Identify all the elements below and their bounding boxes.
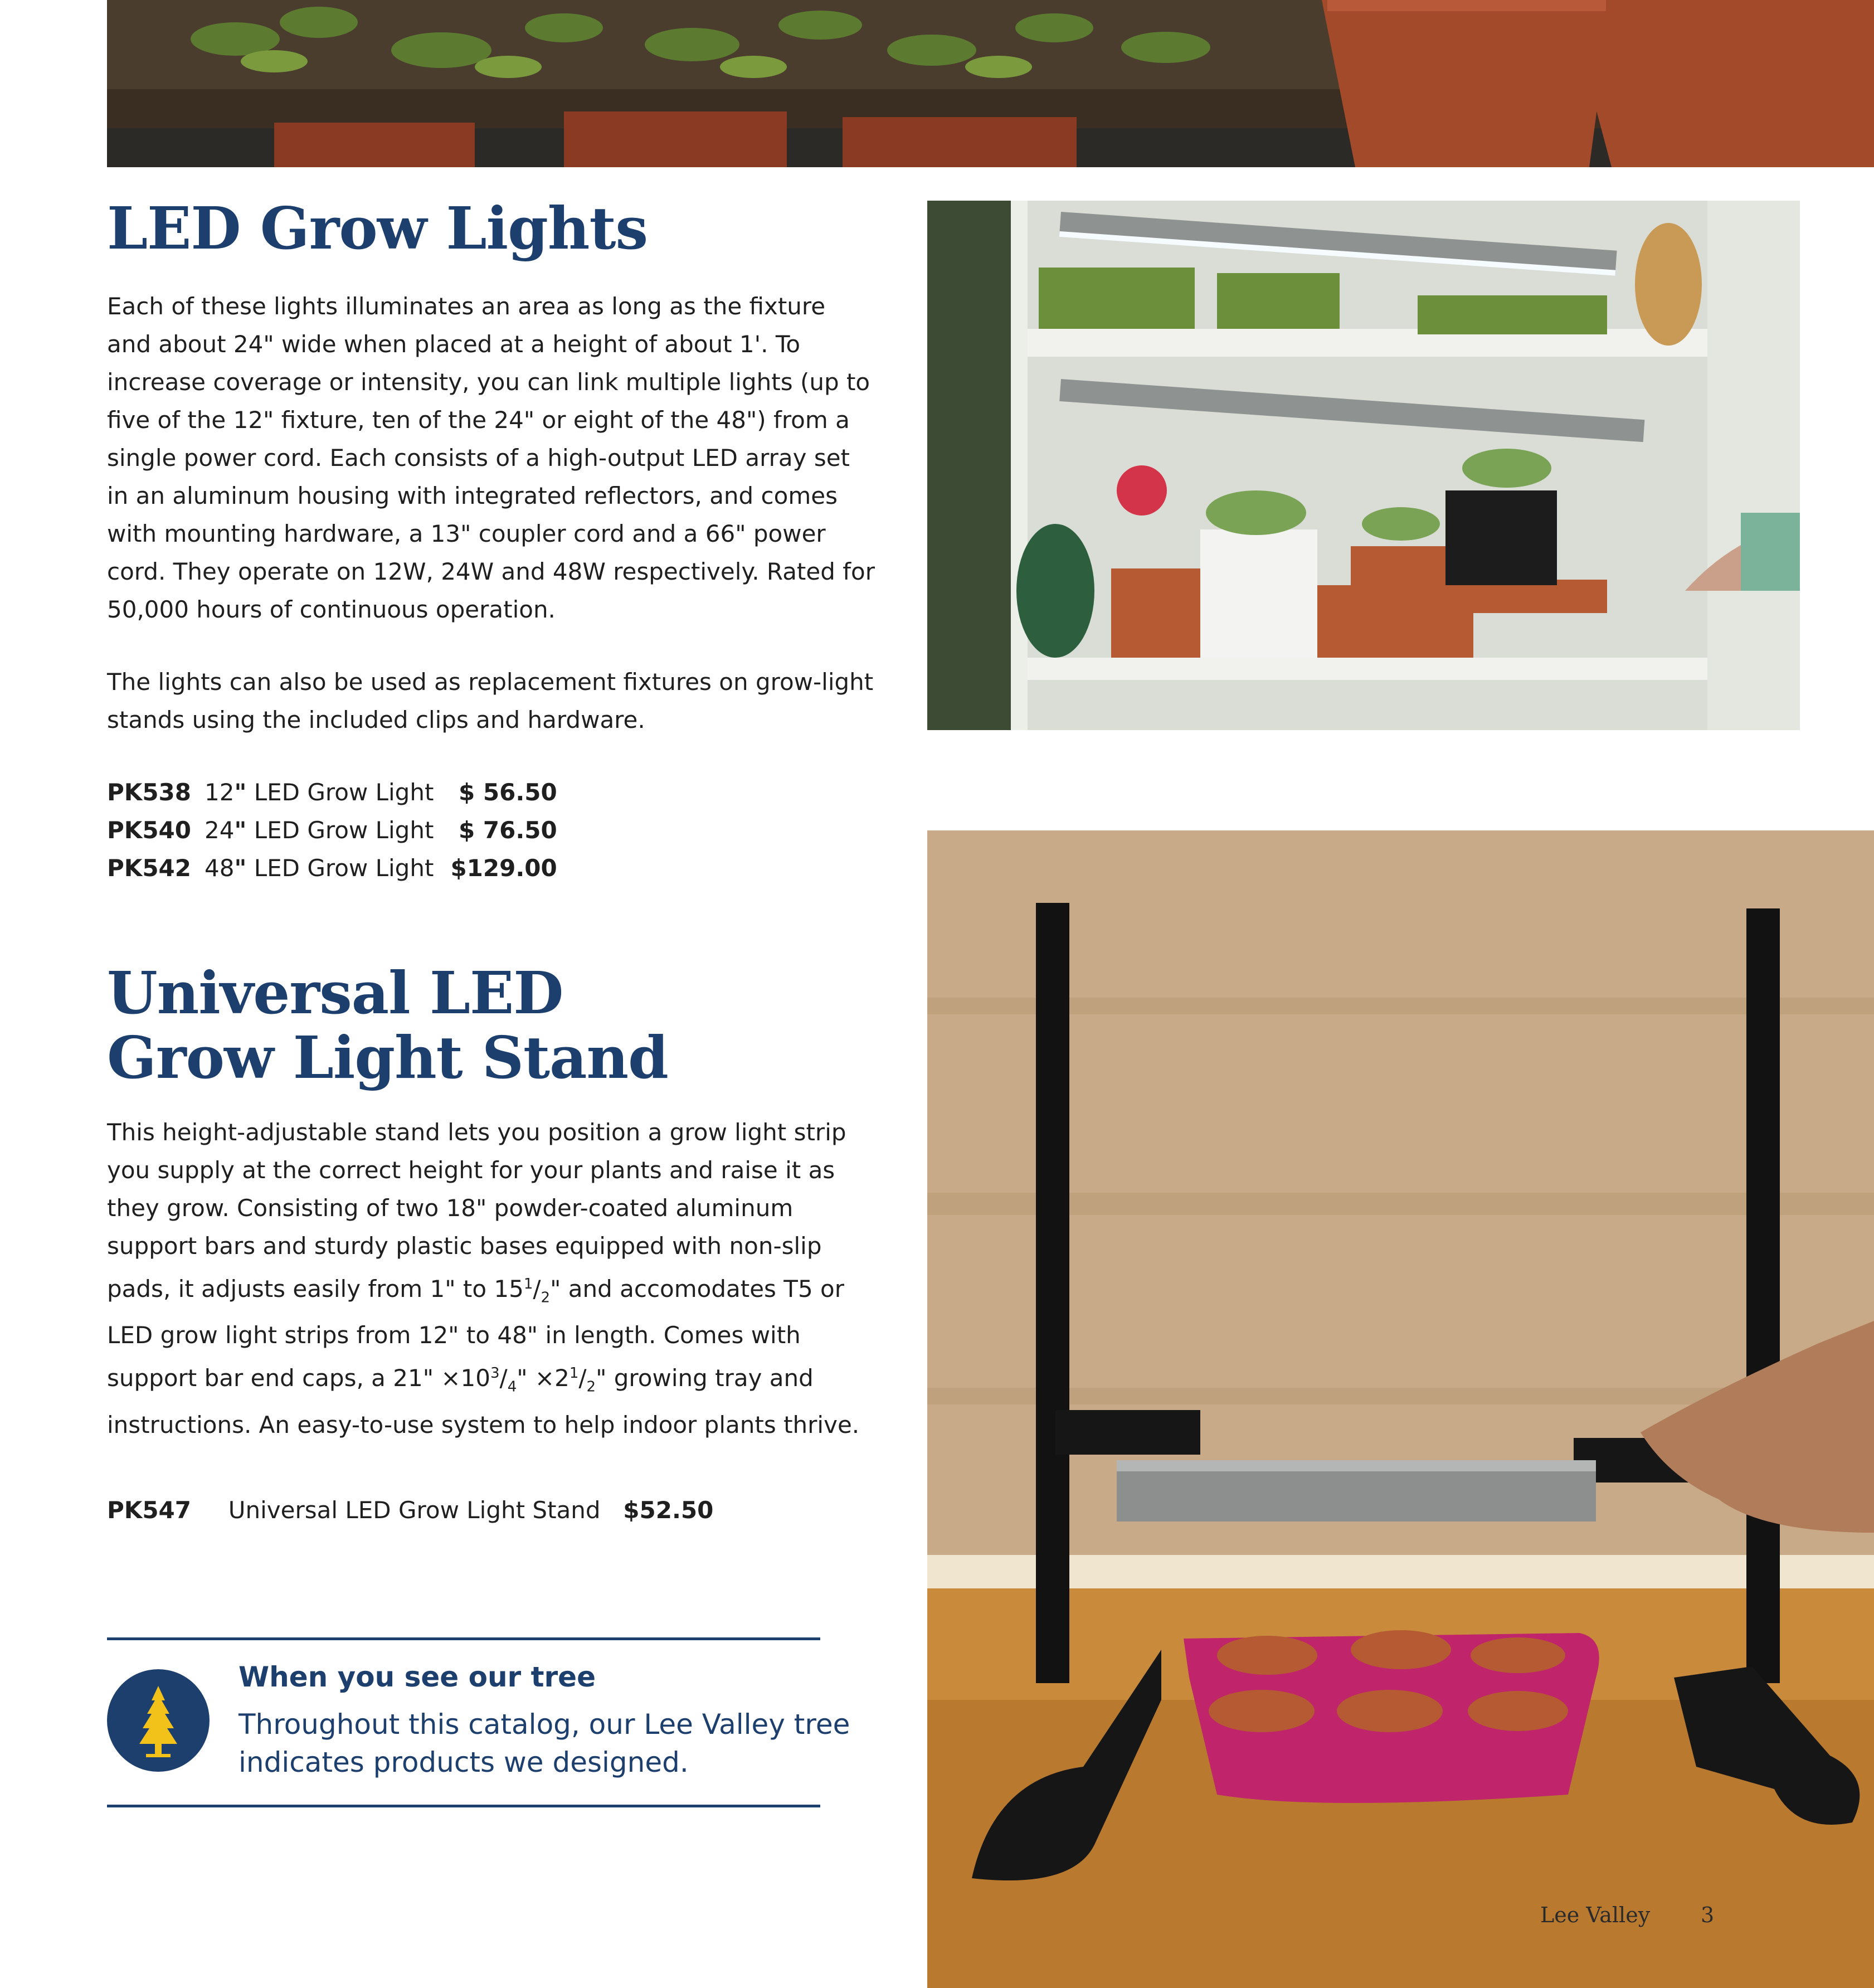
notice-top-rule [107, 1637, 820, 1640]
grow-light-stand-title-line2: Grow Light Stand [107, 1023, 668, 1092]
notice-body: Throughout this catalog, our Lee Valley tree indicates products we designed. [238, 1708, 850, 1778]
sku: PK538 [107, 779, 191, 806]
notice-title: When you see our tree [238, 1661, 596, 1693]
price-row-pk540 [107, 811, 568, 849]
sku: PK542 [107, 854, 191, 882]
top-banner-photo [107, 0, 1874, 167]
sku: PK540 [107, 816, 191, 844]
led-grow-lights-title: LED Grow Lights [107, 194, 648, 263]
price: $52.50 [623, 1496, 714, 1524]
led-grow-lights-shelf-photo [927, 201, 1800, 730]
grow-light-stand-title-line1: Universal LED [107, 959, 563, 1027]
product-name: Universal LED Grow Light Stand [228, 1496, 601, 1524]
led-grow-lights-price-list [107, 774, 568, 887]
price: $ 76.50 [459, 816, 557, 844]
grow-light-stand-photo [927, 830, 1874, 1988]
price-row-pk538 [107, 774, 568, 811]
page-number: 3 [1701, 1903, 1715, 1927]
price-row-pk542 [107, 849, 568, 887]
led-grow-lights-replacement-note: The lights can also be used as replacement fixtures on grow-light stands using the included clips and hardware. [107, 668, 874, 733]
grow-light-stand-description: This height-adjustable stand lets you position a grow light strip you supply at the correct height for your plants and raise it as they grow. Consisting of two 18" powder-coated aluminum support bars and sturdy plastic bases equipped with non-slip pads, it adjusts easily from 1" to $15^1/_2$" and accomodates T5 or LED grow light strips from 12" to 48" in length. Comes with support bar end caps, a 21" $\times 10^3/_4$" $\times 2^1/_2$" growing tray and instructions. An easy-to-use system to help indoor plants thrive. [107, 1119, 860, 1438]
lee-valley-tree-icon [107, 1669, 210, 1772]
notice-bottom-rule [107, 1805, 820, 1807]
product-name: 48" LED Grow Light [205, 854, 434, 882]
footer-brand: Lee Valley [1540, 1903, 1651, 1927]
product-name: 12" LED Grow Light [205, 779, 434, 806]
grow-light-stand-price-row [107, 1491, 713, 1529]
led-grow-lights-description: Each of these lights illuminates an area as long as the fixture and about 24" wide when placed at a height of about 1'. To increase coverage or intensity, you can link multiple lights (up to five of the 12" fixture, ten of the 24" or eight of the 48") from a single power cord. Each consists of a high-output LED array set in an aluminum housing with integrated reflectors, and comes with mounting hardware, a 13" coupler cord and a 66" power cord. They operate on 12W, 24W and 48W respectively. Rated for 50,000 hours of continuous operation. [107, 293, 875, 623]
price: $129.00 [450, 854, 557, 882]
product-name: 24" LED Grow Light [205, 816, 434, 844]
grow-light-stand-title [107, 961, 668, 1090]
sku: PK547 [107, 1496, 191, 1524]
price: $ 56.50 [459, 779, 557, 806]
